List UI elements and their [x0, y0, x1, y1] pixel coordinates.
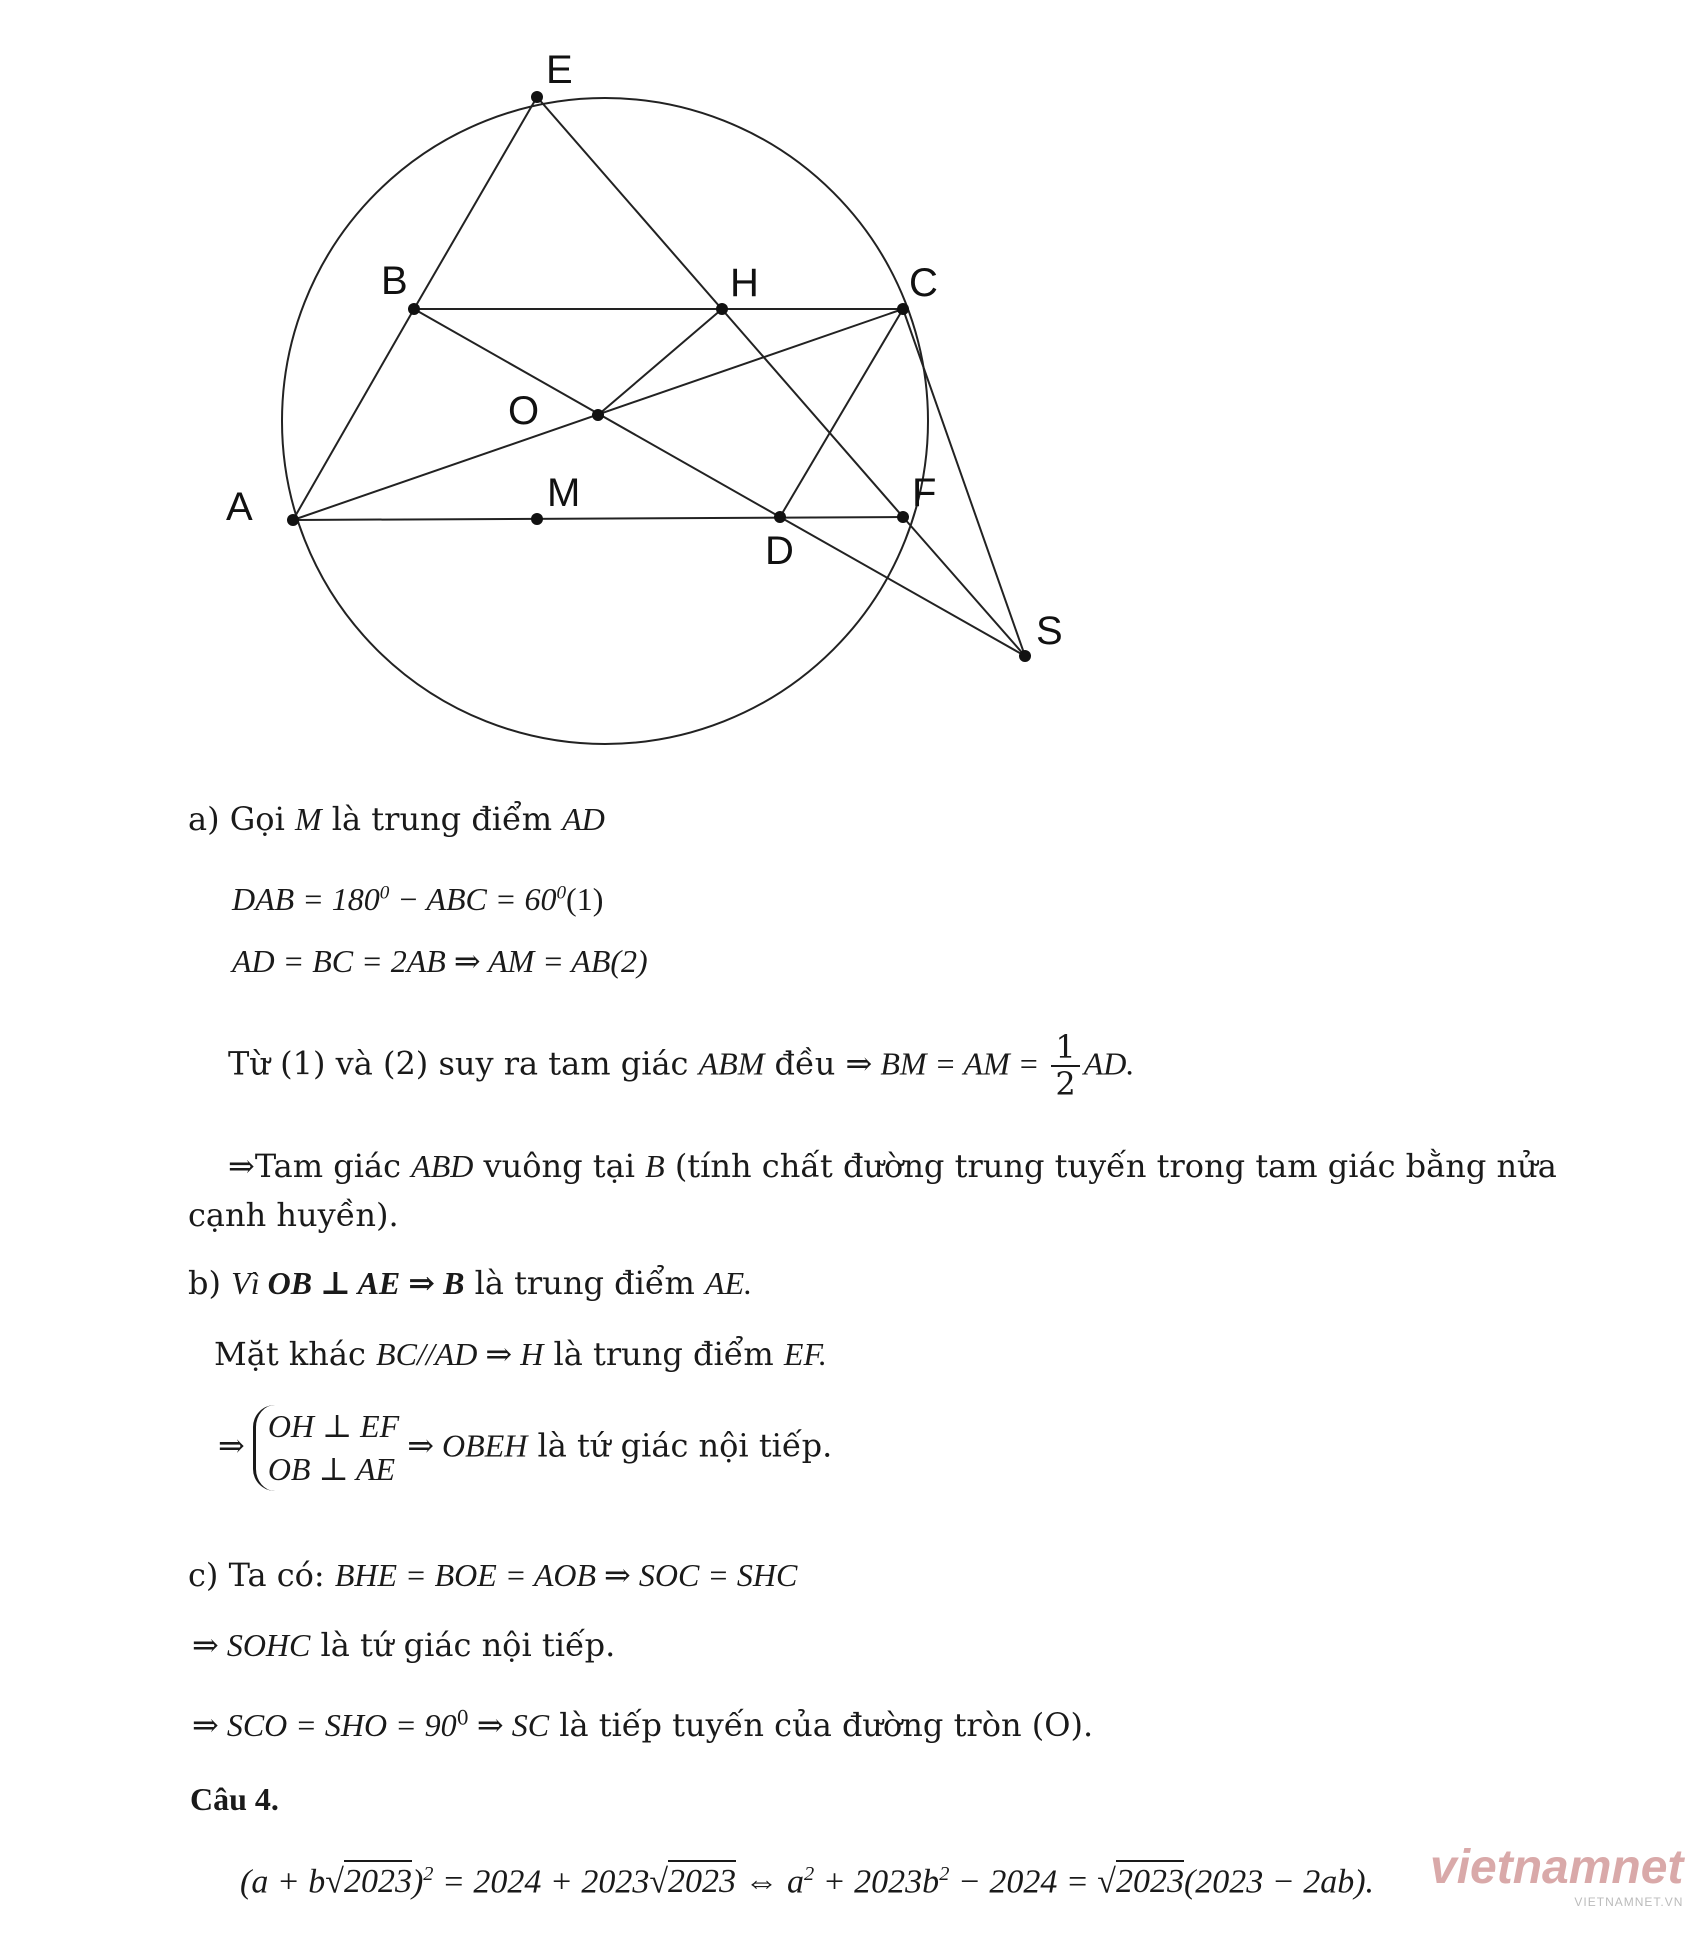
eq: (1)	[566, 881, 604, 917]
point-h	[716, 303, 728, 315]
eq: ⇔ a	[736, 1863, 805, 1901]
point-a	[287, 514, 299, 526]
part-b-line1	[188, 1264, 752, 1302]
var: M	[294, 801, 322, 837]
label-s: S	[1036, 609, 1063, 653]
label-m: M	[547, 471, 581, 515]
fraction-one-half	[1051, 1030, 1079, 1102]
var: ABD	[411, 1148, 474, 1184]
eq: − ABC = 60	[389, 881, 557, 917]
sqrt-arg: 2023	[668, 1860, 736, 1900]
label-a: A	[226, 485, 253, 529]
sup: 0	[556, 882, 567, 904]
var: AD	[562, 801, 605, 837]
part-b-line3	[218, 1405, 832, 1491]
text: Mặt khác	[214, 1335, 377, 1373]
var: ABM	[698, 1045, 765, 1082]
arrow: ⇒	[218, 1426, 245, 1465]
numerator: 1	[1051, 1030, 1079, 1067]
part-c-line2	[192, 1626, 615, 1664]
label-e: E	[546, 48, 573, 92]
point-d	[774, 511, 786, 523]
heading: Câu 4.	[190, 1781, 279, 1817]
part-a-intro	[188, 800, 605, 838]
part-c-line1	[188, 1556, 797, 1594]
point-b	[408, 303, 420, 315]
text: là tứ giác nội tiếp.	[527, 1426, 833, 1465]
cau4-heading	[190, 1780, 279, 1818]
eq: AD.	[1083, 1045, 1135, 1082]
var: B	[645, 1148, 665, 1184]
part-a-eq1	[232, 880, 603, 918]
denominator: 2	[1055, 1065, 1076, 1104]
text: đều	[764, 1044, 846, 1083]
watermark-sub: VIETNAMNET.VN	[1574, 1895, 1684, 1909]
point-o	[592, 409, 604, 421]
part-a-line5	[188, 1196, 399, 1234]
label-h: H	[730, 261, 759, 305]
part-a-line3	[228, 1030, 1134, 1102]
vietnamnet-watermark	[1430, 1840, 1683, 1909]
part-a-eq2	[232, 942, 648, 980]
system-brace	[253, 1405, 399, 1491]
circle-o	[282, 98, 928, 744]
text: là tiếp tuyến của đường tròn (O).	[549, 1706, 1094, 1744]
eq: = 2024 + 2023	[433, 1863, 650, 1901]
point-s	[1019, 650, 1031, 662]
text: c) Ta có:	[188, 1556, 335, 1594]
figure-lines	[293, 97, 1025, 656]
sqrt-arg: 2023	[1116, 1860, 1184, 1900]
label-d: D	[765, 529, 794, 573]
point-c	[897, 303, 909, 315]
var: EF.	[783, 1336, 827, 1372]
eq: ⇒ OBEH	[407, 1427, 528, 1464]
text: là tứ giác nội tiếp.	[310, 1626, 616, 1664]
sup: 2	[939, 1863, 950, 1885]
sup: 0	[379, 882, 390, 904]
text: b)	[188, 1264, 232, 1302]
label-o: O	[508, 389, 540, 433]
point-e	[531, 91, 543, 103]
eq: DAB = 180	[232, 881, 380, 917]
point-m	[531, 513, 543, 525]
label-b: B	[381, 259, 408, 303]
var: AE.	[705, 1265, 753, 1301]
part-b-line2	[214, 1335, 827, 1373]
label-f: F	[912, 471, 937, 515]
watermark-brand: vietnamnet	[1430, 1841, 1684, 1894]
eq: ⇒ SC	[468, 1707, 550, 1743]
text: vuông tại	[473, 1147, 646, 1185]
eq: − 2024 =	[949, 1863, 1098, 1901]
sup: 2	[423, 1863, 434, 1885]
eq: + 2023b	[814, 1863, 940, 1901]
eq: AD = BC = 2AB ⇒ AM = AB(2)	[232, 943, 648, 979]
sqrt-arg: 2023	[344, 1860, 412, 1900]
system-eq: OH ⊥ EF	[267, 1408, 400, 1444]
text: là trung điểm	[321, 800, 563, 838]
cau4-equation: $(a + b√2023)^2 = 2024 + 2023√2023$ ⇔ $a^2 + 2023b^2 - 2024 = √2023(2023 - 2ab)$.	[240, 1862, 1374, 1903]
text: Từ (1) và (2) suy ra tam giác	[228, 1044, 699, 1083]
text: là trung điểm	[543, 1335, 784, 1373]
eq: (2023 − 2ab).	[1183, 1863, 1375, 1901]
part-c-line3	[192, 1706, 1093, 1744]
part-a-line4	[228, 1147, 1557, 1185]
system-eq: OB ⊥ AE	[267, 1451, 396, 1488]
eq: BC//AD ⇒ H	[376, 1336, 544, 1372]
eq: )	[411, 1863, 424, 1901]
text: a) Gọi	[188, 800, 295, 838]
eq: ⇒ SOHC	[192, 1627, 311, 1663]
text: Vì	[231, 1265, 268, 1301]
eq: ⇒ BM = AM =	[845, 1045, 1048, 1082]
text: là trung điểm	[464, 1264, 706, 1302]
eq: ⇒ SCO = SHO = 90	[192, 1707, 457, 1743]
eq: OB ⊥ AE ⇒ B	[267, 1265, 465, 1301]
eq: BHE = BOE = AOB ⇒ SOC = SHC	[334, 1557, 798, 1593]
sup: 0	[456, 1706, 469, 1730]
text: ⇒Tam giác	[228, 1147, 412, 1185]
point-f	[897, 511, 909, 523]
eq: (a + b	[240, 1863, 326, 1901]
text: (tính chất đường trung tuyến trong tam giác bằng nửa	[664, 1147, 1557, 1185]
geometry-figure	[0, 0, 1686, 760]
sup: 2	[804, 1863, 815, 1885]
label-c: C	[909, 261, 938, 305]
text: cạnh huyền).	[188, 1196, 399, 1234]
